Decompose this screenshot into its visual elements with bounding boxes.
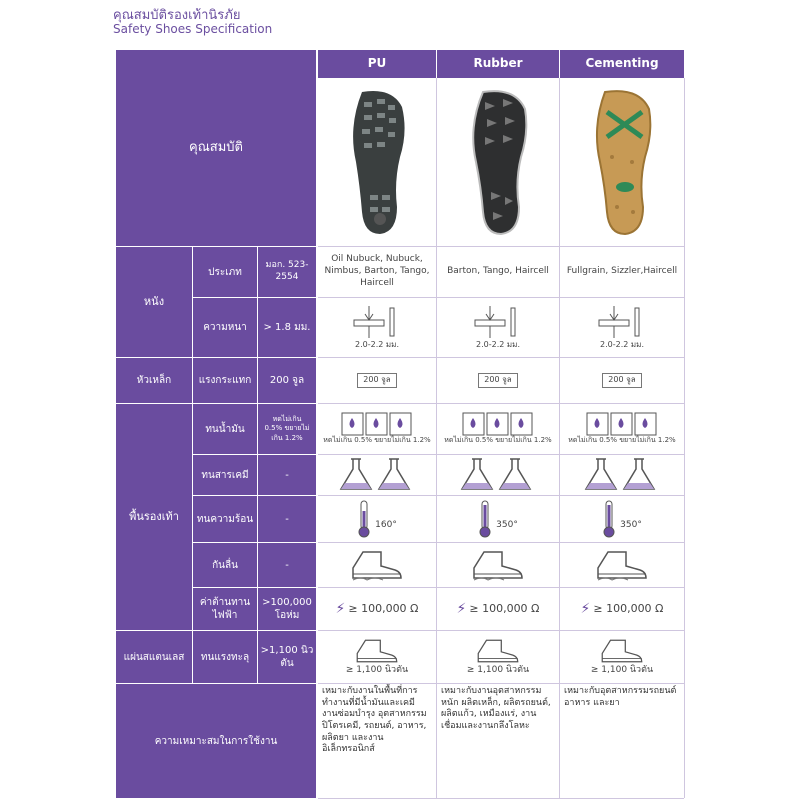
- oil-std-line-2: 0.5% ขยายไม่: [264, 424, 310, 433]
- penetration-value: ≥ 1,100 นิวตัน: [590, 665, 654, 676]
- resistance-cementing: [560, 588, 684, 630]
- boot-icon: [470, 637, 526, 665]
- resistance-pu: [318, 588, 436, 630]
- row-penetration-label: ทนแรงทะลุ: [193, 631, 257, 683]
- impact-badge: 200 จูล: [478, 373, 517, 387]
- row-chemical-label: ทนสารเคมี: [193, 455, 257, 495]
- thermometer-icon: [357, 499, 371, 539]
- cementing-sole-image: [560, 78, 684, 246]
- heat-cementing: [560, 496, 684, 542]
- oil-drop-icon: [586, 412, 658, 436]
- thickness-cementing: [560, 298, 684, 357]
- oil-drop-icon: [341, 412, 413, 436]
- type-pu: Oil Nubuck, Nubuck, Nimbus, Barton, Tango, Haircell: [318, 247, 436, 297]
- grid-line: [559, 78, 560, 798]
- oil-pu: [318, 404, 436, 454]
- boot-icon: [594, 637, 650, 665]
- grid-line: [318, 246, 684, 247]
- heat-value: 350°: [496, 520, 518, 531]
- row-oil-std: [258, 404, 316, 454]
- row-type-label: ประเภท: [193, 247, 257, 297]
- grid-line: [318, 495, 684, 496]
- flask-icon: [582, 457, 662, 493]
- thermometer-icon: [602, 499, 616, 539]
- page-title-th: คุณสมบัติรองเท้านิรภัย: [113, 8, 241, 23]
- row-thickness-std: > 1.8 มม.: [258, 298, 316, 357]
- boot-icon: [470, 548, 526, 582]
- grid-line: [318, 587, 684, 588]
- grid-line: [318, 454, 684, 455]
- property-header: คุณสมบัติ: [116, 50, 316, 246]
- row-resistance-label: ค่าต้านทานไฟฟ้า: [193, 588, 257, 630]
- penetration-pu: [318, 631, 436, 683]
- oil-drop-icon: [462, 412, 534, 436]
- thickness-value: 2.0-2.2 มม.: [355, 340, 399, 350]
- thickness-icon: [473, 304, 523, 340]
- grid-line: [318, 403, 684, 404]
- chemical-cementing: [560, 455, 684, 495]
- oil-cementing: [560, 404, 684, 454]
- impact-badge: 200 จูล: [602, 373, 641, 387]
- oil-value: หดไม่เกิน 0.5% ขยายไม่เกิน 1.2%: [323, 436, 431, 445]
- flask-icon: [337, 457, 417, 493]
- page-title-en: Safety Shoes Specification: [113, 22, 273, 36]
- row-type-std: มอก. 523-2554: [258, 247, 316, 297]
- grid-line: [318, 297, 684, 298]
- group-outsole: พื้นรองเท้า: [116, 404, 192, 630]
- thickness-icon: [352, 304, 402, 340]
- group-leather: หนัง: [116, 247, 192, 357]
- heat-rubber: [437, 496, 559, 542]
- impact-cementing: [560, 358, 684, 403]
- rubber-sole-image: [437, 78, 559, 246]
- thickness-icon: [597, 304, 647, 340]
- thickness-rubber: [437, 298, 559, 357]
- impact-rubber: [437, 358, 559, 403]
- penetration-value: ≥ 1,100 นิวตัน: [466, 665, 530, 676]
- grid-line: [318, 683, 684, 684]
- boot-icon: [349, 548, 405, 582]
- impact-pu: [318, 358, 436, 403]
- row-heat-label: ทนความร้อน: [193, 496, 257, 542]
- pu-sole-icon: [342, 87, 412, 237]
- group-usage: ความเหมาะสมในการใช้งาน: [116, 684, 316, 798]
- oil-rubber: [437, 404, 559, 454]
- oil-value: หดไม่เกิน 0.5% ขยายไม่เกิน 1.2%: [568, 436, 676, 445]
- thickness-pu: [318, 298, 436, 357]
- row-impact-std: 200 จูล: [258, 358, 316, 403]
- row-chemical-std: -: [258, 455, 316, 495]
- chemical-pu: [318, 455, 436, 495]
- heat-pu: [318, 496, 436, 542]
- type-cementing: Fullgrain, Sizzler,Haircell: [560, 247, 684, 297]
- grid-line: [318, 357, 684, 358]
- row-resistance-std: >100,000 โอห่ม: [258, 588, 316, 630]
- thickness-value: 2.0-2.2 มม.: [600, 340, 644, 350]
- resistance-value: ≥ 100,000 Ω: [348, 601, 419, 615]
- row-oil-label: ทนน้ำมัน: [193, 404, 257, 454]
- lightning-icon: ⚡: [335, 600, 346, 617]
- column-header-cementing: Cementing: [560, 50, 684, 78]
- row-thickness-label: ความหนา: [193, 298, 257, 357]
- grid-line: [436, 78, 437, 798]
- usage-pu: เหมาะกับงานในพื้นที่การทำงานที่มีน้ำมันและเคมี งานซ่อมบำรุง อุตสาหกรรมปิโตรเคมี, รถยนต์, อาหาร, ผลิตยา และงานอิเล็กทรอนิกส์: [318, 684, 436, 798]
- penetration-rubber: [437, 631, 559, 683]
- column-header-pu: PU: [318, 50, 436, 78]
- grid-line: [318, 798, 684, 799]
- grid-line: [318, 630, 684, 631]
- lightning-icon: ⚡: [580, 600, 591, 617]
- resistance-value: ≥ 100,000 Ω: [469, 601, 540, 615]
- resistance-rubber: [437, 588, 559, 630]
- group-steel-toe: หัวเหล็ก: [116, 358, 192, 403]
- boot-icon: [594, 548, 650, 582]
- heat-value: 350°: [620, 520, 642, 531]
- usage-cementing: เหมาะกับอุตสาหกรรมรถยนต์ อาหาร และยา: [560, 684, 684, 798]
- chemical-rubber: [437, 455, 559, 495]
- grid-line: [318, 542, 684, 543]
- boot-icon: [349, 637, 405, 665]
- row-heat-std: -: [258, 496, 316, 542]
- slip-pu: [318, 543, 436, 587]
- penetration-value: ≥ 1,100 นิวตัน: [345, 665, 409, 676]
- oil-std-line-3: เกิน 1.2%: [271, 433, 303, 442]
- type-rubber: Barton, Tango, Haircell: [437, 247, 559, 297]
- row-penetration-std: >1,100 นิวตัน: [258, 631, 316, 683]
- cementing-sole-icon: [587, 87, 657, 237]
- usage-rubber: เหมาะกับงานอุตสาหกรรมหนัก ผลิตเหล็ก, ผลิตรถยนต์, ผลิตแก้ว, เหมืองแร่, งานเชื่อมและงานกลึงโลหะ: [437, 684, 559, 798]
- row-slip-label: กันลื่น: [193, 543, 257, 587]
- rubber-sole-icon: [463, 87, 533, 237]
- impact-badge: 200 จูล: [357, 373, 396, 387]
- row-slip-std: -: [258, 543, 316, 587]
- grid-line: [684, 78, 685, 798]
- thermometer-icon: [478, 499, 492, 539]
- lightning-icon: ⚡: [456, 600, 467, 617]
- thickness-value: 2.0-2.2 มม.: [476, 340, 520, 350]
- penetration-cementing: [560, 631, 684, 683]
- heat-value: 160°: [375, 520, 397, 531]
- resistance-value: ≥ 100,000 Ω: [593, 601, 664, 615]
- pu-sole-image: [318, 78, 436, 246]
- slip-rubber: [437, 543, 559, 587]
- flask-icon: [458, 457, 538, 493]
- oil-std-line-1: หดไม่เกิน: [272, 415, 302, 424]
- row-impact-label: แรงกระแทก: [193, 358, 257, 403]
- slip-cementing: [560, 543, 684, 587]
- oil-value: หดไม่เกิน 0.5% ขยายไม่เกิน 1.2%: [444, 436, 552, 445]
- column-header-rubber: Rubber: [437, 50, 559, 78]
- group-stainless-plate: แผ่นสแตนเลส: [116, 631, 192, 683]
